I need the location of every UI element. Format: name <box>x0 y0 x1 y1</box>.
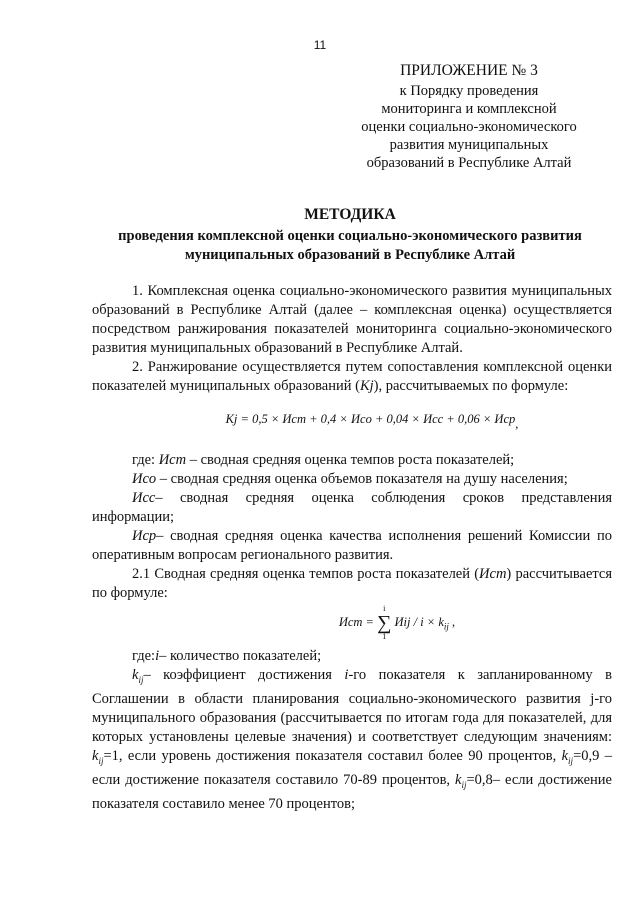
sigma-icon: ∑ <box>377 612 392 634</box>
definition-iso <box>92 470 612 489</box>
kij-value-2: =0,9 – если достижение показателя составило 70-89 процентов, <box>92 747 612 788</box>
annex-line: мониторинга и комплексной <box>381 101 557 117</box>
kij-value-3: =0,8– если достижение показателя составило менее 70 процентов; <box>92 771 612 812</box>
sum-lower-limit: 1 <box>382 632 387 641</box>
i-variable: i <box>344 667 349 683</box>
i-variable: i <box>155 648 160 664</box>
kij-text-1: – коэффициент достижения <box>143 667 345 683</box>
paragraph-2-1-text: 2.1 Сводная средняя оценка темпов роста показателей ( <box>132 566 480 582</box>
kij-value-1: =1, если уровень достижения показателя составил более 90 процентов, <box>103 747 562 764</box>
i-definition: – количество показателей; <box>159 648 322 664</box>
kij-variable: k <box>132 667 139 683</box>
kij-text-2: -го показателя к запланированному в Соглашении в области планирования социально-экономического развития j-го муниципального образования (рассчитывается по итогам года для показателей, для которых установлены целевые значения) и соответствует следующим значениям: <box>92 667 612 745</box>
kj-variable: Kj <box>359 378 374 394</box>
ist-variable: Иcт <box>479 566 507 582</box>
annex-block <box>334 62 604 172</box>
annex-line: оценки социально-экономического <box>361 119 577 135</box>
formula-ist-lhs: Иcт = <box>338 614 374 629</box>
kij-subscript: ij <box>138 674 144 685</box>
annex-title: ПРИЛОЖЕНИЕ № 3 <box>400 62 538 79</box>
formula-kj-comma: , <box>515 417 519 431</box>
isr-variable: Иcр <box>132 528 157 544</box>
document-body <box>92 282 612 814</box>
kij-variable: k <box>92 747 99 764</box>
sum-upper-limit: i <box>383 604 386 613</box>
formula-kj-expression: Kj = 0,5 × Иcт + 0,4 × Иcо + 0,04 × Иcc + 0,06 × Иcр <box>225 412 516 426</box>
kij-variable: k <box>455 771 462 788</box>
document-subtitle: проведения комплексной оценки социально-экономического развития муниципальных образований в Республике Алтай <box>118 228 582 263</box>
isr-definition: – сводная средняя оценка качества исполнения решений Комиссии по оперативным вопросам регионального развития. <box>92 528 612 563</box>
paragraph-2-text: 2. Ранжирование осуществляется путем сопоставления комплексной оценки показателей муниципальных образований ( <box>92 359 612 394</box>
kij-variable: k <box>561 747 569 764</box>
paragraph-2 <box>92 358 612 396</box>
kij-subscript: ij <box>568 755 574 766</box>
formula-ist-comma: , <box>452 614 456 629</box>
definition-kij <box>92 666 612 814</box>
document-title: МЕТОДИКА <box>304 206 396 223</box>
ist-variable: Иcт <box>158 452 187 468</box>
paragraph-2-1 <box>92 565 612 603</box>
definition-i <box>92 647 612 666</box>
ist-definition: – сводная средняя оценка темпов роста показателей; <box>186 452 515 468</box>
iss-variable: Иcc <box>132 490 156 506</box>
annex-line: к Порядку проведения <box>399 83 539 99</box>
page-number: 11 <box>313 38 327 52</box>
formula-ist-subscript: ij <box>443 621 449 632</box>
where-label: где: <box>132 648 156 664</box>
iso-variable: Иcо <box>132 471 157 487</box>
definition-iss <box>92 489 612 527</box>
where-label: где: <box>132 452 156 468</box>
sum-symbol <box>377 605 391 641</box>
paragraph-2-1-text-end: ) рассчитывается по формуле: <box>92 566 612 601</box>
formula-kj <box>92 410 612 429</box>
paragraph-2-text-end: ), рассчитываемых по формуле: <box>373 378 569 394</box>
annex-line: развития муниципальных <box>389 137 549 153</box>
kij-subscript: ij <box>461 779 467 790</box>
definition-isr <box>92 527 612 565</box>
definition-ist <box>92 451 612 470</box>
paragraph-1: 1. Комплексная оценка социально-экономического развития муниципальных образований в Республике Алтай (далее – комплексная оценка) осуществляется посредством ранжирования показателей мониторинга социально-экономического развития муниципальных образований в Республике Алтай. <box>92 283 612 356</box>
formula-ist <box>92 605 612 641</box>
iso-definition: – сводная средняя оценка объемов показателя на душу населения; <box>156 471 568 487</box>
iss-definition: – сводная средняя оценка соблюдения сроков представления информации; <box>92 490 612 525</box>
formula-ist-rhs: Иij / i × k <box>394 614 444 629</box>
annex-line: образований в Республике Алтай <box>366 155 572 171</box>
kij-subscript: ij <box>98 755 104 766</box>
